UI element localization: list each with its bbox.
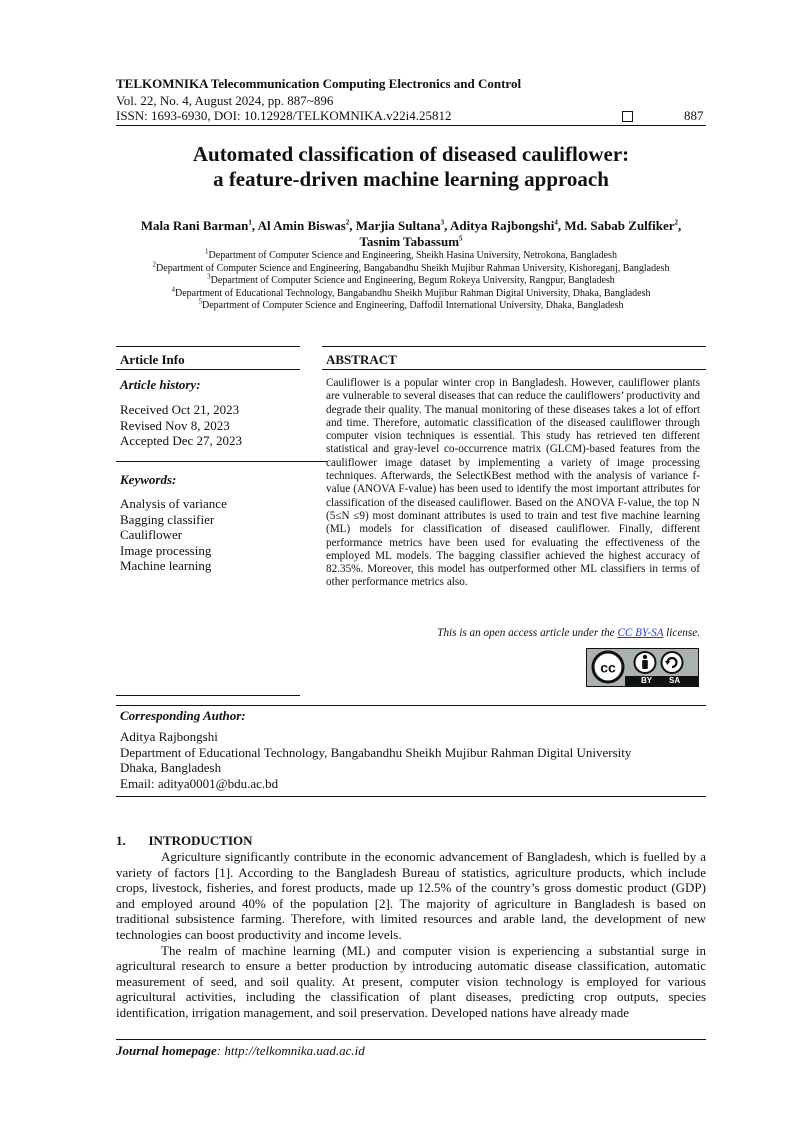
badge-sa-label: SA xyxy=(669,676,681,685)
corresponding-name: Aditya Rajbongshi xyxy=(120,729,218,744)
affiliation: $^5$Department of Computer Science and Engineering, Daffodil International University, Dhaka, Bangladesh xyxy=(198,297,624,311)
received-date: Received Oct 21, 2023 xyxy=(120,402,240,417)
paragraph: Agriculture significantly contribute in the economic advancement of Bangladesh, which is fuelled by a variety of factors [1]. According to the Bangladesh Bureau of statistics, agriculture products, which include crops, livestock, fisheries, and forest products, made up 12.5% of the country’s gross domestic product (GDP) and employed around 40% of the population [2]. The majority of agriculture in Bangladesh is based on traditional subsistence farming. Therefore, with limited resources and arable land, the development of new technologies can boost productivity and income levels. xyxy=(116,849,706,942)
article-info-bottom-rule xyxy=(116,695,300,696)
keywords-heading: Keywords: xyxy=(120,472,177,487)
accepted-date: Accepted Dec 27, 2023 xyxy=(120,433,243,448)
article-info-heading: Article Info xyxy=(120,352,185,367)
author: Tasnim Tabassum$^5$ xyxy=(359,234,463,249)
keyword: Analysis of variance xyxy=(120,496,227,511)
corresponding-top-rule xyxy=(116,705,706,706)
corresponding-department: Department of Educational Technology, Bangabandhu Sheikh Mujibur Rahman Digital University xyxy=(120,744,632,760)
homepage-url[interactable]: : http://telkomnika.uad.ac.id xyxy=(216,1043,365,1058)
revised-date: Revised Nov 8, 2023 xyxy=(120,417,230,433)
header-divider xyxy=(116,125,706,126)
author: Md. Sabab Zulfiker$^2$ xyxy=(564,218,679,233)
issn-doi: ISSN: 1693-6930, DOI: 10.12928/TELKOMNIKA.v22i4.25812 xyxy=(116,108,452,123)
article-history-heading: Article history: xyxy=(120,377,201,392)
journal-name: TELKOMNIKA Telecommunication Computing Electronics and Control xyxy=(116,76,522,91)
article-history xyxy=(120,402,242,449)
keyword: Image processing xyxy=(120,542,212,558)
corresponding-bottom-rule xyxy=(116,796,706,797)
keyword: Bagging classifier xyxy=(120,511,215,527)
author: Al Amin Biswas$^2$ xyxy=(257,218,350,233)
affiliation: $^1$Department of Computer Science and Engineering, Sheikh Hasina University, Netrokona, Bangladesh xyxy=(205,247,617,261)
abstract-top-rule xyxy=(322,346,706,347)
author: Marjia Sultana$^3$ xyxy=(355,218,445,233)
page-number: 887 xyxy=(684,108,704,123)
cc-badge-strip xyxy=(625,676,698,686)
article-info-top-rule xyxy=(116,346,300,347)
square-icon xyxy=(622,111,633,122)
abstract-rule xyxy=(322,369,706,370)
introduction-body xyxy=(116,849,706,1021)
author-list: Mala Rani Barman$^1$, Al Amin Biswas$^2$, Marjia Sultana$^3$, Aditya Rajbongshi$^4$, Md. Sabab Zulfiker$^2$, Tasnim Tabassum$^5$ xyxy=(140,218,682,249)
corresponding-email: Email: aditya0001@bdu.ac.bd xyxy=(120,775,279,791)
author: Aditya Rajbongshi$^4$ xyxy=(449,218,558,233)
corresponding-city: Dhaka, Bangladesh xyxy=(120,760,222,775)
author: Mala Rani Barman$^1$ xyxy=(140,218,252,233)
footer-divider xyxy=(116,1039,706,1040)
cc-by-sa-link[interactable]: CC BY-SA xyxy=(617,627,664,639)
title-line-2: a feature-driven machine learning approach xyxy=(213,167,609,191)
paper-title xyxy=(116,142,706,192)
paragraph: The realm of machine learning (ML) and computer vision is experiencing a substantial surge in agricultural research to ensure a better production by introducing automatic disease classification, automatic measurement of seed, and soil quality. At present, computer vision technology is employed for various agricultural activities, including the classification of plant diseases, predicting crop outputs, species identification, irrigation management, and soil preservation. Developed nations have already made xyxy=(116,942,706,1020)
affiliation-list xyxy=(116,247,706,313)
title-line-1: Automated classification of diseased cauliflower: xyxy=(192,142,630,166)
volume-info: Vol. 22, No. 4, August 2024, pp. 887~896 xyxy=(116,93,334,108)
svg-text:cc: cc xyxy=(600,659,616,676)
keyword-list xyxy=(120,496,227,574)
abstract-text: Cauliflower is a popular winter crop in Bangladesh. However, cauliflower plants are vulnerable to several diseases that can reduce the cauliflowers’ productivity and degrade their quality. The manual monitoring of these diseases takes a lot of effort and time. Therefore, automatic classification of the diseased cauliflower through computer vision techniques is essential. This study has retrieved ten different statistical and gray-level co-occurrence matrix (GLCM)-based features from the cauliflower image dataset by implementing a variety of image processing techniques. Afterwards, the SelectKBest method with the analysis of variance f-value (ANOVA F-value) has been used to identify the most important attributes for classification of the diseased cauliflower. Based on the ANOVA F-value, the top N (5≤N ≤9) most dominant attributes is used to train and test five machine learning (ML) models for classification of diseased cauliflower. Finally, different performance metrics have been used for evaluating the effectiveness of the employed ML models. The bagging classifier achieved the highest accuracy of 82.35%. Moreover, this model has outperformed other ML classifiers in terms of other performance metrics also. xyxy=(326,377,700,589)
section-heading-introduction: 1. INTRODUCTION xyxy=(116,833,253,848)
keywords-rule xyxy=(116,461,327,462)
license-notice: This is an open access article under the CC BY-SA license. xyxy=(437,627,700,639)
corresponding-heading: Corresponding Author: xyxy=(120,708,246,723)
badge-by-label: BY xyxy=(641,676,653,685)
journal-homepage xyxy=(116,1043,365,1059)
keyword: Cauliflower xyxy=(120,527,183,542)
affiliation: $^2$Department of Computer Science and Engineering, Bangabandhu Sheikh Mujibur Rahman University, Kishoreganj, Bangladesh xyxy=(152,260,670,274)
cc-by-sa-badge[interactable] xyxy=(586,648,699,687)
homepage-label: Journal homepage xyxy=(116,1043,217,1058)
keyword: Machine learning xyxy=(120,558,212,573)
affiliation: $^3$Department of Computer Science and Engineering, Begum Rokeya University, Rangpur, Bangladesh xyxy=(207,272,615,286)
affiliation: $^4$Department of Educational Technology, Bangabandhu Sheikh Mujibur Rahman Digital University, Dhaka, Bangladesh xyxy=(171,285,651,299)
abstract-heading: ABSTRACT xyxy=(326,352,397,367)
corresponding-details xyxy=(120,729,631,791)
article-info-rule xyxy=(116,369,300,370)
